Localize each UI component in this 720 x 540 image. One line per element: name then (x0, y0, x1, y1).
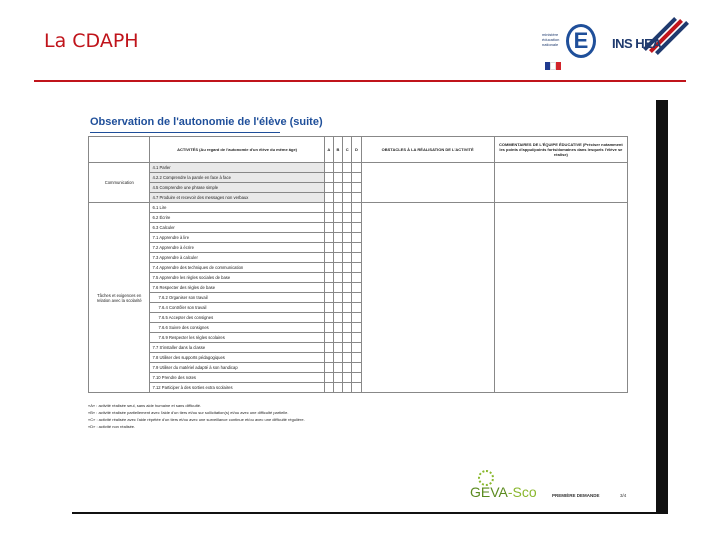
inshea-logo (608, 16, 688, 72)
table-row: 7.6 Respecter des règles de base (150, 283, 324, 293)
table-row: 7.8 Utiliser des supports pédagogiques (150, 353, 324, 363)
table-row: 4.5 Comprendre une phrase simple (150, 183, 324, 193)
slide-title: La CDAPH (44, 30, 139, 52)
table-row: 7.2 Apprendre à écrire (150, 243, 324, 253)
table-row: 6.3 Calculer (150, 223, 324, 233)
legend-item: «A» : activité réalisée seul, sans aide humaine et sans difficulté. (88, 403, 202, 408)
header-c: C (343, 137, 352, 163)
legend-item: «C» : activité réalisée avec l'aide répétée d'un tiers et/ou avec une surveillance continue et/ou avec une difficulté régulière. (88, 417, 305, 422)
ministry-e-icon: E (566, 24, 596, 58)
inshea-logo-text: INS HEA (612, 36, 662, 51)
header-comments: COMMENTAIRES DE L'ÉQUIPE ÉDUCATIVE (Préciser notamment les points d'appui/points forts/domaines dans lesquels l'élève se réalise) (494, 137, 627, 163)
legend-item: «D» : activité non réalisée. (88, 424, 136, 429)
ministry-logo (542, 22, 602, 74)
table-row: 7.10 Prendre des notes (150, 373, 324, 383)
legend (88, 402, 608, 430)
document-page (72, 100, 668, 514)
table-row: 7.6.6 Suivre des consignes (150, 323, 324, 333)
title-rule (34, 80, 686, 82)
table-row: 7.5 Apprendre les règles sociales de base (150, 273, 324, 283)
table-row: 6.1 Lire (150, 203, 324, 213)
table-row: 4.1 Parler (150, 163, 324, 173)
header-obstacles: OBSTACLES À LA RÉALISATION DE L'ACTIVITÉ (361, 137, 494, 163)
header-d: D (352, 137, 361, 163)
table-row: 7.6.9 Respecter les règles scolaires (150, 333, 324, 343)
category-tasks: Tâches et exigences en relation avec la scolarité (89, 203, 150, 393)
table-row: 6.2 Écrire (150, 213, 324, 223)
table-row: 4.7 Produire et recevoir des messages non verbaux (150, 193, 324, 203)
table-row: 7.6.2 Organiser son travail (150, 293, 324, 303)
geva-logo-suffix: -Sco (507, 484, 537, 500)
geva-sco-logo (470, 468, 570, 504)
table-row: 7.12 Participer à des sorties extra scolaires (150, 383, 324, 393)
header-activities: ACTIVITÉS (Au regard de l'autonomie d'un élève du même âge) (150, 137, 324, 163)
table-row: 7.4 Apprendre des techniques de communication (150, 263, 324, 273)
footer-label: PREMIÈRE DEMANDE (552, 493, 600, 498)
header-category (89, 137, 150, 163)
table-row: 7.1 Apprendre à lire (150, 233, 324, 243)
geva-logo-text: GEVA (470, 484, 508, 500)
ministry-logo-text: ministère éducation nationale (542, 32, 560, 47)
category-communication: Communication (89, 163, 150, 203)
page-number: 3/4 (620, 493, 627, 498)
legend-item: «B» : activité réalisée partiellement avec l'aide d'un tiers et/ou sur sollicitation(s) et/ou avec une difficulté partielle. (88, 410, 289, 415)
table-row: 7.3 Apprendre à calculer (150, 253, 324, 263)
autonomy-table (88, 136, 628, 393)
header-a: A (324, 137, 333, 163)
table-row: 7.9 Utiliser du matériel adapté à son handicap (150, 363, 324, 373)
table-row: 4.2.2 Comprendre la parole en face à face (150, 173, 324, 183)
french-flag-icon (545, 62, 561, 70)
table-row: 7.6.5 Accepter des consignes (150, 313, 324, 323)
table-row: 7.6.4 Contrôler son travail (150, 303, 324, 313)
document-title: Observation de l'autonomie de l'élève (suite) (90, 116, 323, 128)
table-row: 7.7 S'installer dans la classe (150, 343, 324, 353)
header-b: B (333, 137, 342, 163)
